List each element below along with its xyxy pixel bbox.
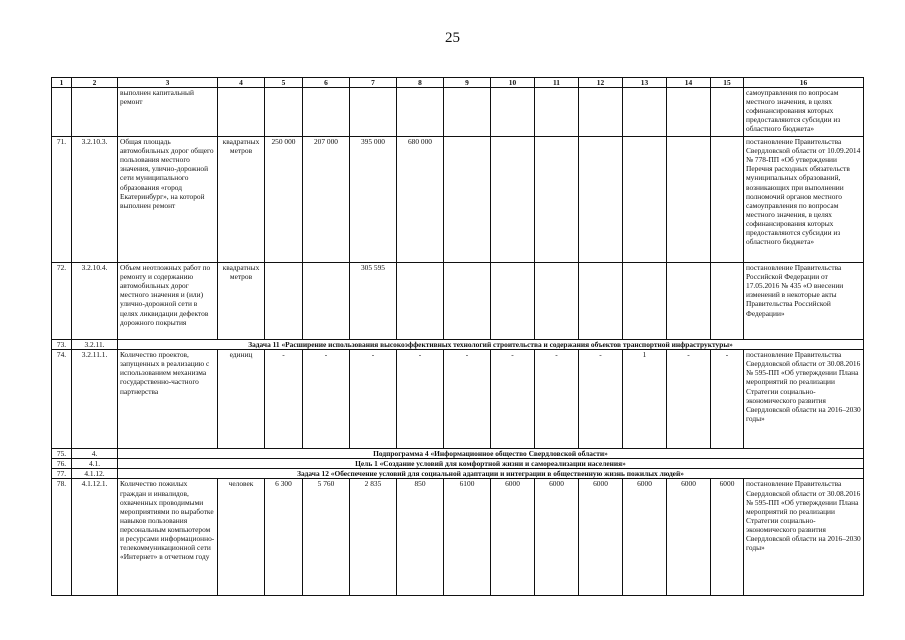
section-title: Цель 1 «Создание условий для комфортной жизни и самореализации населения»	[118, 459, 864, 469]
value-cell	[535, 263, 579, 340]
section-row-task	[52, 340, 864, 350]
row-code: 4.1.12.1.	[72, 479, 118, 596]
value-cell: 850	[397, 479, 444, 596]
column-number: 13	[623, 78, 667, 88]
page-number: 25	[445, 30, 460, 46]
row-code: 3.2.10.3.	[72, 137, 118, 263]
value-cell	[535, 137, 579, 263]
value-cell: 6100	[444, 479, 491, 596]
column-number: 7	[350, 78, 397, 88]
column-number: 16	[744, 78, 864, 88]
unit: квадратных метров	[218, 137, 265, 263]
source-document: постановление Правительства Свердловской области от 30.08.2016 № 595-ПП «Об утверждении Плана мероприятий по реализации Стратегии социально-экономического развития Свердловской области на 2016–2030 годы»	[744, 350, 864, 449]
section-row-task	[52, 469, 864, 479]
table-row	[52, 350, 864, 449]
indicators-table	[51, 77, 864, 596]
column-number: 6	[303, 78, 350, 88]
value-cell: 6000	[491, 479, 535, 596]
row-number: 78.	[52, 479, 72, 596]
indicator-name: Количество пожилых граждан и инвалидов, охваченных проводимыми мероприятиями по выработке навыков пользования персональным компьютером и ресурсами информационно-телекоммуникационной сети «Интернет» в отчетном году	[118, 479, 218, 596]
value-cell: 6000	[623, 479, 667, 596]
unit: человек	[218, 479, 265, 596]
row-code: 3.2.11.	[72, 340, 118, 350]
section-title: Задача 11 «Расширение использования высокоэффективных технологий строительства и содержания объектов транспортной инфраструктуры»	[118, 340, 864, 350]
value-cell: 305 595	[350, 263, 397, 340]
section-row-subprogram	[52, 449, 864, 459]
column-number-row	[52, 78, 864, 88]
column-number: 11	[535, 78, 579, 88]
value-cell: -	[397, 350, 444, 449]
row-number: 71.	[52, 137, 72, 263]
column-number: 8	[397, 78, 444, 88]
unit: квадратных метров	[218, 263, 265, 340]
value-cell: -	[491, 350, 535, 449]
row-number: 74.	[52, 350, 72, 449]
column-number: 10	[491, 78, 535, 88]
section-row-goal	[52, 459, 864, 469]
value-cell: 6000	[711, 479, 744, 596]
column-number: 15	[711, 78, 744, 88]
value-cell: -	[667, 350, 711, 449]
source-document: постановление Правительства Российской Федерации от 17.05.2016 № 435 «О внесении изменений в некоторые акты Правительства Российской Федерации»	[744, 263, 864, 340]
table-row-continuation	[52, 88, 864, 137]
column-number: 14	[667, 78, 711, 88]
value-cell	[711, 137, 744, 263]
value-cell	[397, 263, 444, 340]
value-cell: 250 000	[265, 137, 303, 263]
row-number: 72.	[52, 263, 72, 340]
row-code: 3.2.11.1.	[72, 350, 118, 449]
value-cell: 6 300	[265, 479, 303, 596]
row-number: 76.	[52, 459, 72, 469]
value-cell: 1	[623, 350, 667, 449]
value-cell: 2 835	[350, 479, 397, 596]
source-document: самоуправления по вопросам местного значения, в целях софинансирования которых предоставляются субсидии из областного бюджета»	[744, 88, 864, 137]
row-code: 4.	[72, 449, 118, 459]
table-row	[52, 263, 864, 340]
value-cell	[444, 263, 491, 340]
column-number: 12	[579, 78, 623, 88]
unit: единиц	[218, 350, 265, 449]
row-code: 4.1.12.	[72, 469, 118, 479]
value-cell	[579, 137, 623, 263]
value-cell	[623, 263, 667, 340]
value-cell	[265, 263, 303, 340]
value-cell	[303, 263, 350, 340]
value-cell: -	[303, 350, 350, 449]
indicator-name: выполнен капитальный ремонт	[118, 88, 218, 137]
value-cell	[579, 263, 623, 340]
value-cell: -	[350, 350, 397, 449]
row-number: 75.	[52, 449, 72, 459]
value-cell: 207 000	[303, 137, 350, 263]
indicator-name: Количество проектов, запущенных в реализацию с использованием механизма государственно-частного партнерства	[118, 350, 218, 449]
value-cell: -	[579, 350, 623, 449]
value-cell	[444, 137, 491, 263]
row-code: 4.1.	[72, 459, 118, 469]
value-cell: -	[535, 350, 579, 449]
value-cell: 395 000	[350, 137, 397, 263]
indicator-name: Общая площадь автомобильных дорог общего пользования местного значения, улично-дорожной сети муниципального образования «город Екатеринбург», на которой выполнен ремонт	[118, 137, 218, 263]
column-number: 1	[52, 78, 72, 88]
value-cell: 6000	[535, 479, 579, 596]
value-cell: -	[711, 350, 744, 449]
section-title: Задача 12 «Обеспечение условий для социальной адаптации и интеграции в общественную жизнь пожилых людей»	[118, 469, 864, 479]
source-document: постановление Правительства Свердловской области от 30.08.2016 № 595-ПП «Об утверждении Плана мероприятий по реализации Стратегии социально-экономического развития Свердловской области на 2016–2030 годы»	[744, 479, 864, 596]
value-cell	[491, 263, 535, 340]
value-cell: 5 760	[303, 479, 350, 596]
value-cell	[491, 137, 535, 263]
column-number: 9	[444, 78, 491, 88]
row-code: 3.2.10.4.	[72, 263, 118, 340]
row-number: 77.	[52, 469, 72, 479]
value-cell: 6000	[667, 479, 711, 596]
value-cell: 6000	[579, 479, 623, 596]
value-cell	[667, 137, 711, 263]
column-number: 4	[218, 78, 265, 88]
value-cell: 680 000	[397, 137, 444, 263]
value-cell: -	[444, 350, 491, 449]
value-cell: -	[265, 350, 303, 449]
indicator-name: Объем неотложных работ по ремонту и содержанию автомобильных дорог местного значения и (или) улично-дорожной сети в целях ликвидации дефектов дорожного покрытия	[118, 263, 218, 340]
table-row	[52, 479, 864, 596]
column-number: 5	[265, 78, 303, 88]
column-number: 2	[72, 78, 118, 88]
value-cell	[623, 137, 667, 263]
section-title: Подпрограмма 4 «Информационное общество Свердловской области»	[118, 449, 864, 459]
row-number: 73.	[52, 340, 72, 350]
value-cell	[711, 263, 744, 340]
value-cell	[667, 263, 711, 340]
table-row	[52, 137, 864, 263]
source-document: постановление Правительства Свердловской области от 10.09.2014 № 778-ПП «Об утверждении Перечня расходных обязательств муниципальных образований, возникающих при выполнении полномочий органов местного самоуправления по вопросам местного значения, в целях софинансирования которых предоставляются субсидии из областного бюджета»	[744, 137, 864, 263]
column-number: 3	[118, 78, 218, 88]
